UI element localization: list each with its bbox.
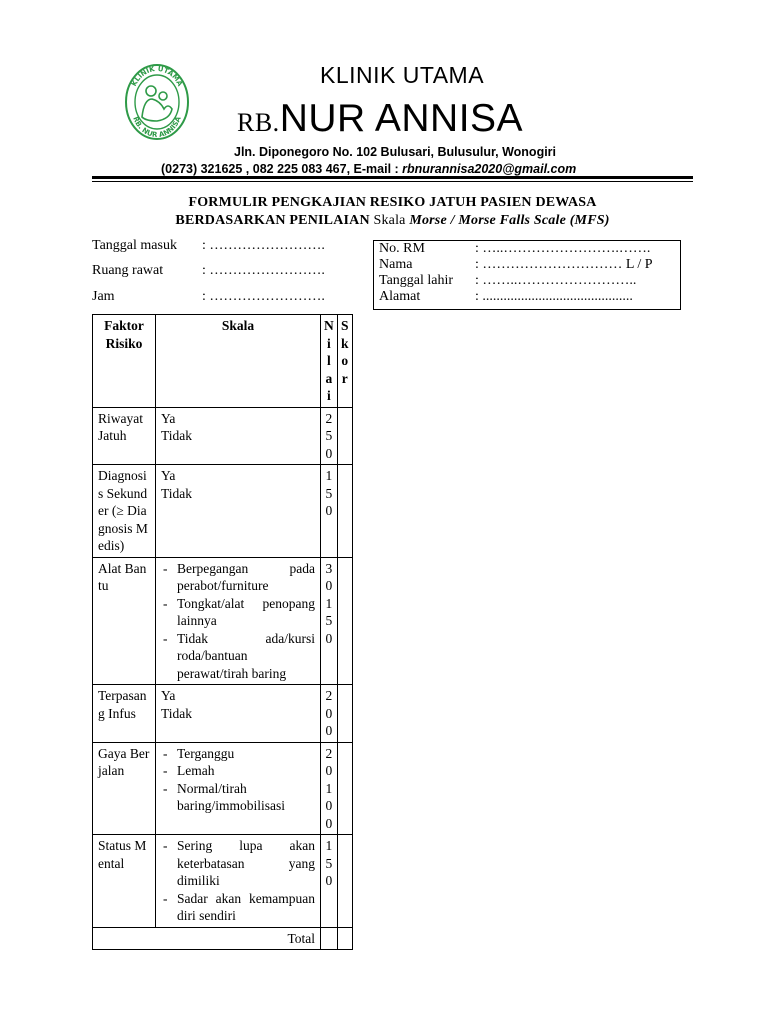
- patient-value: : ...........................................: [475, 289, 633, 304]
- scale-cell: [156, 685, 321, 743]
- nilai-digit: 0: [325, 815, 333, 831]
- contact-phone: (0273) 321625 , 082 225 083 467, E-mail :: [161, 162, 403, 176]
- nilai-digit: 1: [325, 780, 333, 796]
- total-skor-cell[interactable]: [337, 927, 352, 950]
- clinic-name: KLINIK UTAMA: [320, 62, 485, 88]
- table-total-row: [93, 927, 353, 950]
- table-row: [93, 557, 353, 685]
- admission-field-date: [92, 238, 325, 254]
- form-title: [92, 194, 693, 230]
- admission-label: Jam: [92, 289, 115, 304]
- nilai-cell: [321, 557, 338, 685]
- clinic-address: Jln. Diponegoro No. 102 Bulusari, Bulusulur, Wonogiri: [234, 145, 557, 159]
- scale-cell: [156, 407, 321, 465]
- scale-option: Tidak: [161, 428, 193, 443]
- table-row: [93, 835, 353, 928]
- header-skor: S k o r: [337, 315, 352, 408]
- patient-label: No. RM: [379, 241, 425, 256]
- header-faktor: Faktor Risiko: [93, 315, 156, 408]
- clinic-contact: [161, 162, 576, 176]
- skor-cell[interactable]: [337, 557, 352, 685]
- nilai-cell: [321, 835, 338, 928]
- hospital-name: [237, 96, 597, 141]
- admission-label: Ruang rawat: [92, 263, 164, 278]
- nilai-digit: 0: [325, 873, 333, 888]
- form-title-line2-italic: Morse / Morse Falls Scale (MFS): [409, 213, 610, 228]
- scale-option: - Sadar akan kemampuan diri sendiri: [161, 890, 315, 925]
- nilai-digit: 5: [325, 485, 333, 501]
- scale-option: - Terganggu: [161, 745, 315, 763]
- nilai-digit: 2: [325, 688, 333, 703]
- nilai-digit: 1: [325, 468, 333, 483]
- nilai-cell: [321, 742, 338, 835]
- risk-factor-cell: Gaya Berjalan: [93, 742, 156, 835]
- skor-cell[interactable]: [337, 465, 352, 558]
- admission-value: : …………………….: [202, 263, 325, 278]
- table-row: [93, 742, 353, 835]
- skor-cell[interactable]: [337, 407, 352, 465]
- scale-option: Tidak: [161, 485, 193, 501]
- nilai-digit: 5: [325, 613, 333, 628]
- admission-value: : …………………….: [202, 238, 325, 253]
- nilai-digit: 5: [325, 428, 333, 443]
- patient-row-dob: [379, 273, 680, 289]
- morse-scale-table: [92, 314, 353, 950]
- header-nilai: N i l a i: [321, 315, 338, 408]
- scale-cell: [156, 557, 321, 685]
- header-skala: Skala: [156, 315, 321, 408]
- nilai-digit: 2: [325, 745, 333, 761]
- scale-option: - Tongkat/alat penopang lainnya: [161, 595, 315, 630]
- patient-row-rm: [379, 241, 680, 257]
- table-header-row: [93, 315, 353, 408]
- risk-factor-cell: Riwayat Jatuh: [93, 407, 156, 465]
- header-rule-thin: [92, 181, 693, 182]
- scale-cell: [156, 465, 321, 558]
- skor-cell[interactable]: [337, 835, 352, 928]
- scale-option: Tidak: [161, 705, 193, 721]
- total-label: Total: [93, 927, 321, 950]
- hospital-prefix: RB.: [237, 108, 280, 137]
- table-row: [93, 407, 353, 465]
- admission-value: : …………………….: [202, 289, 325, 304]
- form-title-line1: FORMULIR PENGKAJIAN RESIKO JATUH PASIEN DEWASA: [188, 195, 597, 210]
- scale-option: - Berpegangan pada perabot/furniture: [161, 560, 315, 595]
- nilai-digit: 1: [325, 838, 333, 853]
- nilai-cell: [321, 465, 338, 558]
- table-row: [93, 465, 353, 558]
- nilai-cell: [321, 685, 338, 743]
- patient-label: Alamat: [379, 289, 421, 304]
- patient-row-name: [379, 257, 680, 273]
- nilai-digit: 0: [325, 578, 333, 593]
- scale-option: Ya: [161, 410, 176, 426]
- nilai-digit: 3: [325, 560, 333, 576]
- risk-factor-cell: Status Mental: [93, 835, 156, 928]
- skor-cell[interactable]: [337, 742, 352, 835]
- patient-row-address: [379, 289, 680, 305]
- nilai-cell: [321, 407, 338, 465]
- patient-value: : ………………………… L / P: [475, 257, 653, 272]
- table-row: [93, 685, 353, 743]
- admission-label: Tanggal masuk: [92, 238, 177, 253]
- scale-option: - Sering lupa akan keterbatasan yang dimiliki: [161, 837, 315, 890]
- total-nilai-cell: [321, 927, 338, 950]
- patient-label: Nama: [379, 257, 413, 272]
- patient-identity-box: [373, 240, 681, 310]
- nilai-digit: 0: [325, 723, 333, 738]
- hospital-name-main: NUR ANNISA: [279, 97, 524, 140]
- svg-text:RB. NUR ANNISA: RB. NUR ANNISA: [131, 115, 183, 140]
- risk-factor-cell: Alat Bantu: [93, 557, 156, 685]
- nilai-digit: 0: [325, 503, 333, 518]
- scale-cell: [156, 742, 321, 835]
- nilai-digit: 0: [325, 798, 333, 813]
- patient-label: Tanggal lahir: [379, 273, 454, 288]
- admission-field-room: [92, 263, 325, 279]
- nilai-digit: 2: [325, 410, 333, 426]
- clinic-logo: [124, 63, 190, 141]
- form-title-line2-plain: Skala: [369, 213, 410, 228]
- scale-cell: [156, 835, 321, 928]
- patient-value: : …..…………………….…….: [475, 241, 651, 256]
- skor-cell[interactable]: [337, 685, 352, 743]
- nilai-digit: 5: [325, 855, 333, 871]
- admission-field-time: [92, 289, 325, 305]
- patient-value: : ……..……………………..: [475, 273, 637, 288]
- risk-factor-cell: Terpasang Infus: [93, 685, 156, 743]
- nilai-digit: 0: [325, 763, 333, 778]
- scale-option: Ya: [161, 688, 176, 703]
- nilai-digit: 1: [325, 595, 333, 611]
- scale-option: Ya: [161, 468, 176, 483]
- svg-text:KLINIK UTAMA: KLINIK UTAMA: [129, 64, 185, 88]
- form-title-line2-bold: BERDASARKAN PENILAIAN: [175, 213, 370, 228]
- nilai-digit: 0: [325, 630, 333, 646]
- scale-option: - Tidak ada/kursi roda/bantuan perawat/tirah baring: [161, 630, 315, 683]
- header-rule-thick: [92, 176, 693, 179]
- form-title-line2: [92, 212, 693, 230]
- risk-factor-cell: Diagnosis Sekunder (≥ Diagnosis Medis): [93, 465, 156, 558]
- nilai-digit: 0: [325, 445, 333, 461]
- nilai-digit: 0: [325, 705, 333, 721]
- scale-option: - Normal/tirah baring/immobilisasi: [161, 780, 315, 815]
- contact-email: rbnurannisa2020@gmail.com: [402, 162, 577, 176]
- scale-option: - Lemah: [161, 762, 315, 780]
